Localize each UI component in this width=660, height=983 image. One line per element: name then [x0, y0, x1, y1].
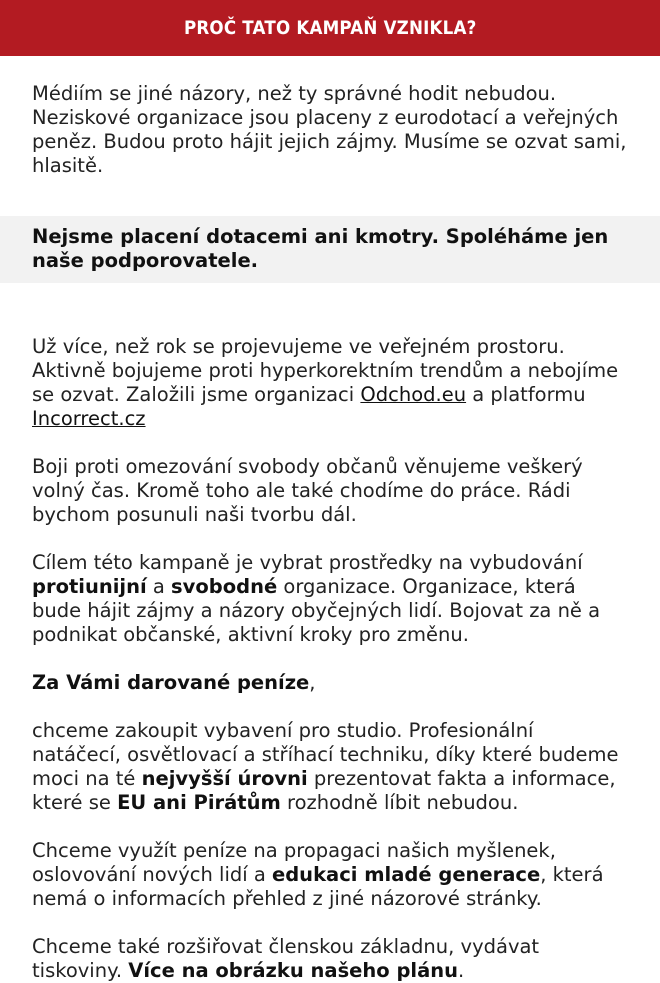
incorrect-link[interactable]: Incorrect.cz [32, 407, 146, 430]
membership-paragraph [32, 935, 628, 983]
bold-text: Více na obrázku našeho plánu [128, 959, 459, 982]
callout-box [0, 216, 660, 283]
goal-paragraph [32, 551, 628, 647]
text-span: rozhodně líbit nebudou. [280, 791, 519, 814]
text-span: Už více, než rok se projevujeme ve veřejném prostoru. Aktivně bojujeme proti hyperkorektním trendům a nebojíme se ozvat. Založili jsme organizaci [32, 335, 619, 406]
text-span: prezentovat fakta a informace, které se [32, 767, 616, 814]
bold-text: Za Vámi darované peníze [32, 671, 310, 694]
text-span: . [458, 959, 465, 982]
text-span: Chceme využít peníze na propagaci našich myšlenek, oslovování nových lidí a [32, 839, 556, 886]
text-span: a platformu [466, 383, 586, 406]
bold-text: nejvyšší úrovni [141, 767, 308, 790]
body-content [0, 335, 660, 983]
time-paragraph: Boji proti omezování svobody občanů věnujeme veškerý volný čas. Kromě toho ale také chodíme do práce. Rádi bychom posunuli naši tvorbu dál. [32, 455, 583, 526]
text-span: Chceme také rozšiřovat členskou základnu, vydávat tiskoviny. [32, 935, 540, 982]
text-span: , [309, 671, 316, 694]
text-span: a [146, 575, 172, 598]
history-paragraph [32, 335, 628, 431]
text-span: organizace. Organizace, která bude hájit zájmy a názory obyčejných lidí. Bojovat za ně a podnikat občanské, aktivní kroky pro změnu. [32, 575, 601, 646]
intro-paragraph: Médiím se jiné názory, než ty správné hodit nebudou. Neziskové organizace jsou placeny z eurodotací a veřejných peněz. Budou proto hájit jejich zájmy. Musíme se ozvat sami, hlasitě. [32, 82, 627, 177]
section-title: PROČ TATO KAMPAŇ VZNIKLA? [183, 17, 477, 39]
promotion-paragraph [32, 839, 628, 911]
callout-text: Nejsme placení dotacemi ani kmotry. Spoléháme jen naše podporovatele. [32, 225, 609, 272]
text-span: chceme zakoupit vybavení pro studio. Profesionální natáčecí, osvětlovací a stříhací techniku, díky které budeme moci na té [32, 719, 619, 790]
donation-lead [32, 671, 628, 695]
bold-text: EU ani Pirátům [117, 791, 281, 814]
intro-block [0, 56, 660, 178]
text-span: Cílem této kampaně je vybrat prostředky na vybudování [32, 551, 583, 574]
text-span: , která nemá o informacích přehled z jiné názorové stránky. [32, 863, 604, 910]
bold-text: protiunijní [32, 575, 147, 598]
bold-text: edukaci mladé generace [272, 863, 541, 886]
studio-paragraph [32, 719, 628, 815]
section-header [0, 0, 660, 56]
bold-text: svobodné [171, 575, 278, 598]
odchod-link[interactable]: Odchod.eu [360, 383, 467, 406]
